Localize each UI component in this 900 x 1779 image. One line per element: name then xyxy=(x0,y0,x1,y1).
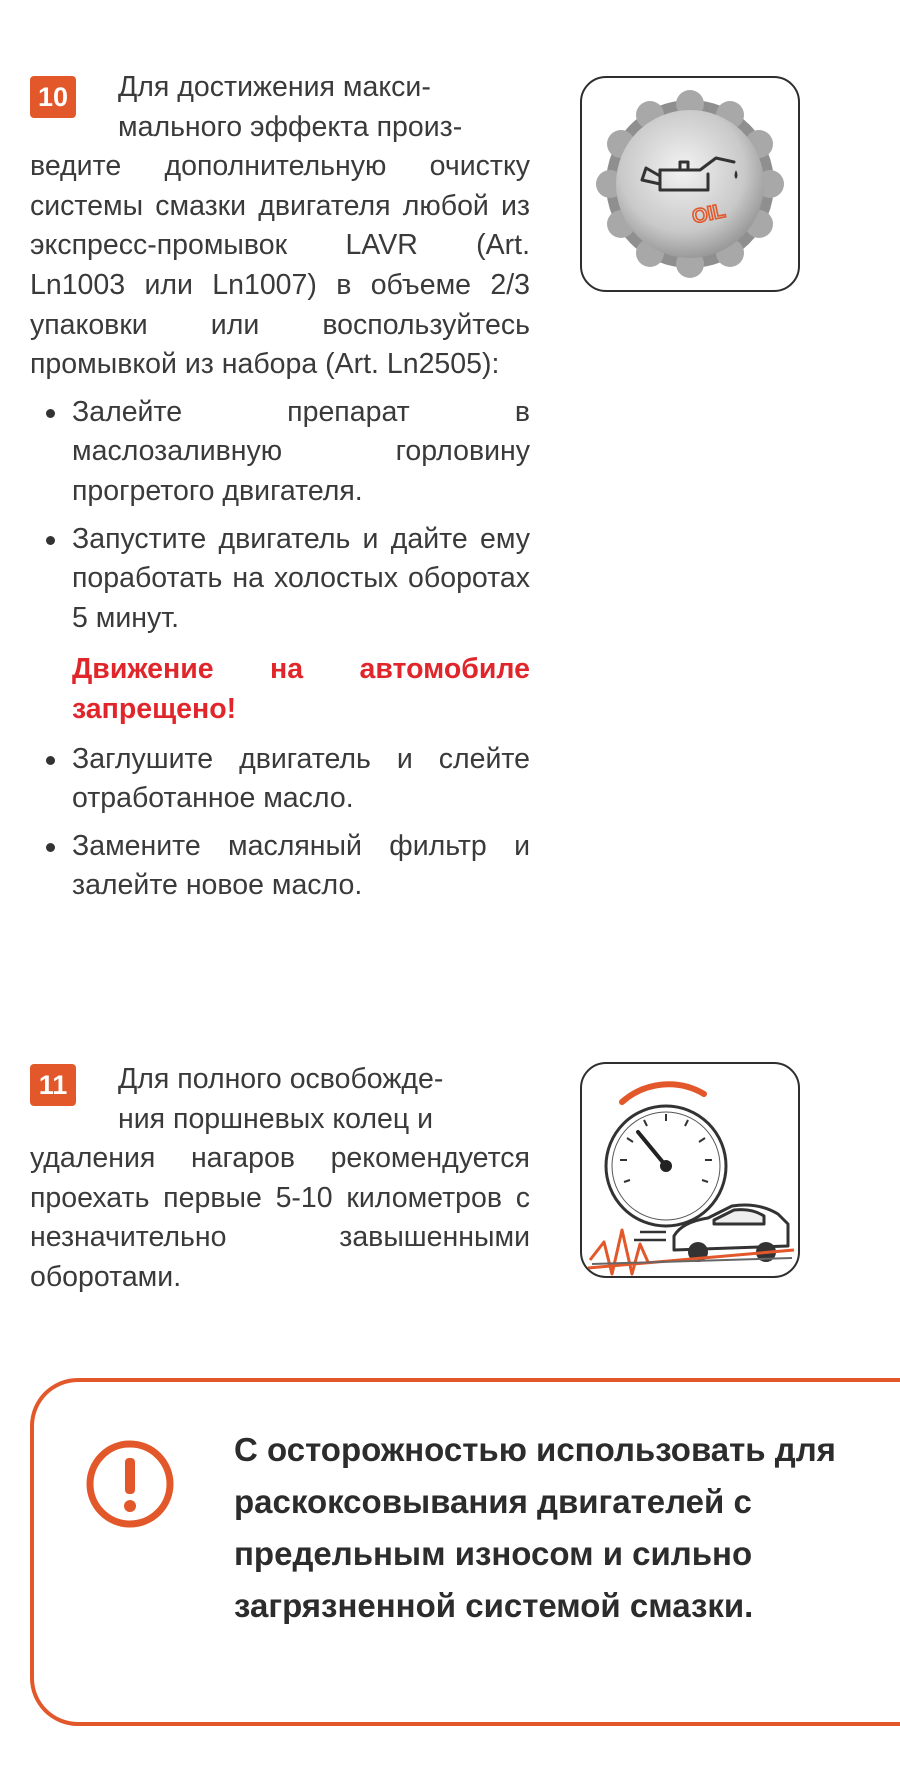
caution-box xyxy=(30,1378,900,1726)
list-item: Заглушите двигатель и слейте отработанное масло. xyxy=(30,740,530,819)
step-11-text xyxy=(30,1060,530,1298)
step-number-badge: 11 xyxy=(30,1064,76,1106)
exclamation-icon xyxy=(86,1440,174,1528)
step-11-intro-line-1: Для полного освобожде- xyxy=(118,1063,444,1095)
oil-cap-icon xyxy=(582,78,798,290)
list-item: Запустите двигатель и дайте ему поработать на холостых оборотах 5 минут. xyxy=(30,520,530,639)
list-item: Залейте препарат в маслозаливную горловину прогретого двигателя. xyxy=(30,393,530,512)
step-11-intro-line-2: ния поршневых колец и xyxy=(118,1102,434,1135)
driving-prohibited-warning: Движение на автомобиле запрещено! xyxy=(72,653,530,725)
step-number-badge: 10 xyxy=(30,76,76,118)
caution-text: С осторожностью использовать для раскоксовывания двигателей с предельным износом и сильно загрязненной системой смазки. xyxy=(234,1431,836,1624)
step-10-intro-line-1: Для достижения макси- xyxy=(118,71,431,103)
step-10-text xyxy=(30,68,530,906)
tachometer-car-illustration xyxy=(580,1062,800,1278)
tachometer-car-icon xyxy=(582,1064,798,1276)
step-10-intro-line-2: мального эффекта произ- xyxy=(118,110,463,143)
cap-label: OIL xyxy=(690,199,728,229)
step-10-bullets xyxy=(30,393,530,639)
oil-cap-illustration xyxy=(580,76,800,292)
step-10-intro-rest: ведите дополнительную очистку системы смазки двигателя любой из экспресс-промывок LAVR (Art. Ln1003 или Ln1007) в объеме 2/3 упаковки или воспользуйтесь промывкой из набора (Art. Ln2505): xyxy=(30,150,530,381)
list-item: Замените масляный фильтр и залейте новое масло. xyxy=(30,827,530,906)
step-10-bullets-continued xyxy=(30,740,530,906)
step-11-intro-rest: удаления нагаров рекомендуется проехать первые 5-10 километров с незначительно завышенными оборотами. xyxy=(30,1142,530,1293)
